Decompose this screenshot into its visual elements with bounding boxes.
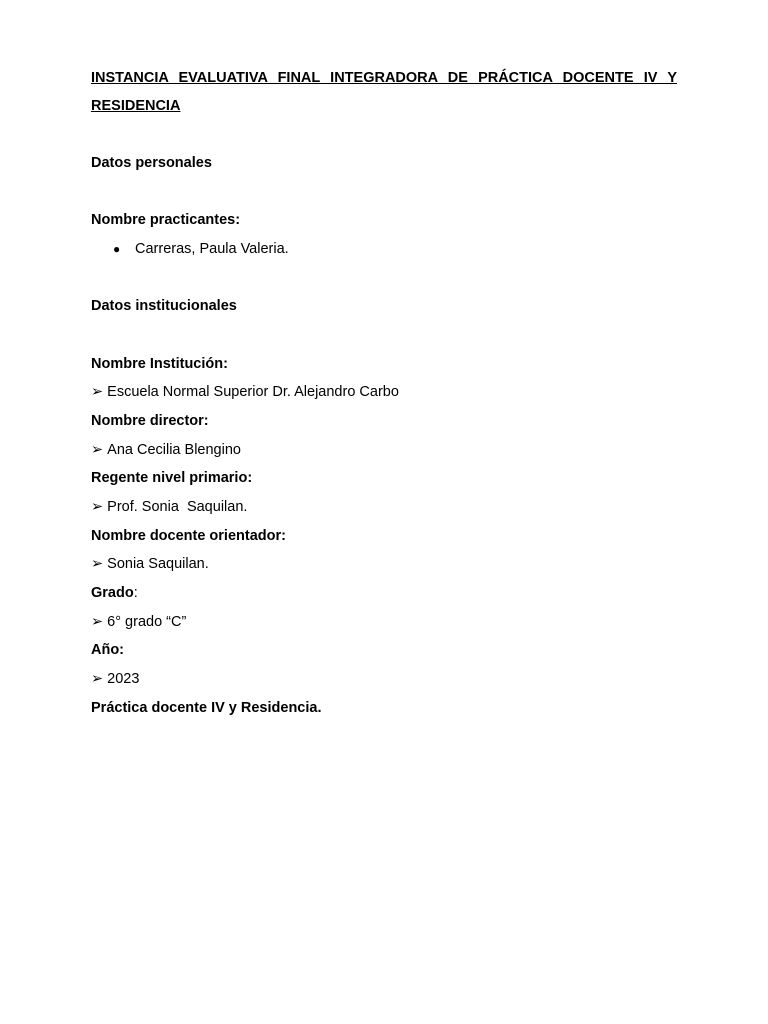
field-value-institucion [91, 378, 677, 407]
title-line-1: INSTANCIA EVALUATIVA FINAL INTEGRADORA DE PRÁCTICA DOCENTE IV Y [91, 70, 677, 86]
field-label-director: Nombre director: [91, 412, 209, 429]
field-value-text: 6° grado “C” [107, 613, 187, 630]
field-value-text: 2023 [107, 671, 140, 688]
arrow-bullet-icon: ➢ [91, 441, 104, 458]
arrow-bullet-icon: ➢ [91, 613, 104, 630]
field-label-regente: Regente nivel primario: [91, 470, 253, 487]
bullet-icon: ● [113, 241, 121, 256]
spacer [91, 177, 677, 206]
field-value-regente [91, 493, 677, 522]
field-value-text: Ana Cecilia Blengino [107, 441, 241, 458]
field-value-anio [91, 665, 677, 694]
field-value-text: Prof. Sonia Saquilan. [107, 498, 248, 515]
field-value-text: Sonia Saquilan. [107, 556, 209, 573]
closing-line: Práctica docente IV y Residencia. [91, 699, 322, 716]
section-heading-institucional: Datos institucionales [91, 298, 237, 315]
field-label-grado-row [91, 579, 677, 608]
list-item [91, 235, 677, 264]
practicante-name: Carreras, Paula Valeria. [135, 240, 289, 257]
field-label-institucion: Nombre Institución: [91, 355, 228, 372]
arrow-bullet-icon: ➢ [91, 671, 104, 688]
arrow-bullet-icon: ➢ [91, 556, 104, 573]
arrow-bullet-icon: ➢ [91, 384, 104, 401]
field-value-text: Escuela Normal Superior Dr. Alejandro Carbo [107, 384, 399, 401]
spacer [91, 321, 677, 350]
field-label-anio: Año: [91, 642, 125, 659]
field-label-grado-colon: : [133, 585, 138, 601]
field-value-docente-orientador [91, 550, 677, 579]
document-title [91, 64, 677, 120]
field-value-director [91, 436, 677, 465]
arrow-bullet-icon: ➢ [91, 498, 104, 515]
spacer [91, 263, 677, 292]
field-label-docente-orientador: Nombre docente orientador: [91, 527, 286, 544]
field-value-grado [91, 608, 677, 637]
practicantes-label: Nombre practicantes: [91, 212, 241, 229]
section-heading-personal: Datos personales [91, 154, 212, 171]
document-page [91, 64, 677, 722]
spacer [91, 120, 677, 149]
title-line-2: RESIDENCIA [91, 98, 181, 114]
field-label-grado: Grado [91, 585, 134, 601]
